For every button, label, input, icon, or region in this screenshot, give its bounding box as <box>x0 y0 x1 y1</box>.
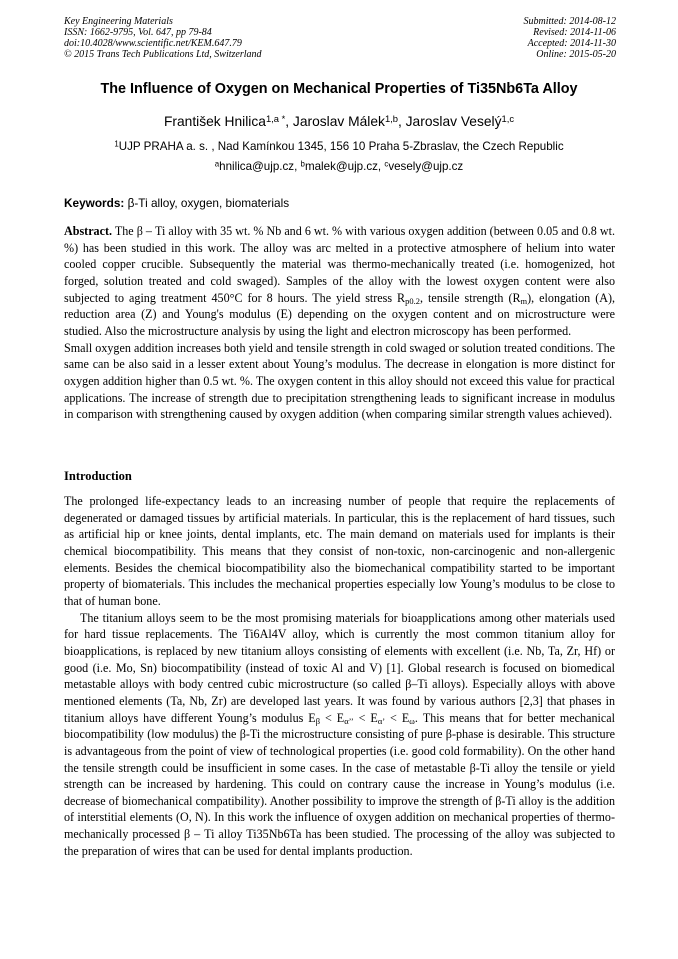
issn-volume-pages: ISSN: 1662-9795, Vol. 647, pp 79-84 <box>64 27 212 38</box>
email-address: hnilica@ujp.cz <box>219 160 295 173</box>
intro-paragraph: The prolonged life-expectancy leads to an increasing number of people that require the replacements of degenerated or damaged tissues by artificial materials. In particular, this is the replacement of hard tissues, such as artificial hip or knee joints, dental implants, etc. The main demand on materials used for implants is their chemical biocompatibility. This means that they consist of non-toxic, non-carcinogenic and non-allergenic elements. Besides the chemical biocompatibility also the biomechanical compatibility started to be important property of biomaterials. This includes the mechanical properties especially low Young’s modulus to be close to that of human bone. <box>64 494 615 608</box>
email-mark: c <box>384 159 389 169</box>
online-date: Online: 2015-05-20 <box>536 49 616 60</box>
subscript: p0.2 <box>405 295 420 306</box>
author-affiliation-mark: 1,c <box>501 113 515 124</box>
revised-date: Revised: 2014-11-06 <box>533 27 616 38</box>
email-mark: b <box>300 159 305 169</box>
subscript: β <box>315 715 321 726</box>
copyright: © 2015 Trans Tech Publications Ltd, Switzerland <box>64 49 262 60</box>
author-name: Jaroslav Málek <box>292 114 385 129</box>
journal-info-header <box>64 16 262 60</box>
author-name: František Hnilica <box>163 114 266 129</box>
author-affiliation-mark: 1,a * <box>265 113 286 124</box>
affiliation-text: UJP PRAHA a. s. , Nad Kamínkou 1345, 156 10 Praha 5-Zbraslav, the Czech Republic <box>118 140 564 153</box>
introduction <box>64 493 615 859</box>
keywords <box>64 196 289 210</box>
abstract <box>64 223 615 423</box>
email-address: malek@ujp.cz <box>304 160 378 173</box>
subscript: ω <box>409 715 415 726</box>
section-heading-introduction: Introduction <box>64 469 132 483</box>
intro-paragraph <box>64 610 615 860</box>
intro-text: < E <box>385 710 410 725</box>
paper-title: The Influence of Oxygen on Mechanical Properties of Ti35Nb6Ta Alloy <box>100 81 578 97</box>
abstract-text: , tensile strength (R <box>419 290 521 305</box>
doi: doi:10.4028/www.scientific.net/KEM.647.79 <box>64 38 242 49</box>
keywords-text: β-Ti alloy, oxygen, biomaterials <box>127 196 290 210</box>
intro-text: < E <box>353 710 378 725</box>
dates-header <box>524 16 617 60</box>
abstract-label: Abstract. <box>64 224 113 238</box>
email-address: vesely@ujp.cz <box>388 160 464 173</box>
abstract-paragraph <box>64 223 615 340</box>
abstract-text: ), elongation (A), reduction area (Z) and Young's modulus (E) depending on the oxygen content and on microstructure were studied. Also the microstructure analysis by using the light and electron microscopy has been performed. <box>64 290 616 338</box>
author-affiliation-mark: 1,b <box>384 113 398 124</box>
subscript: m <box>520 295 528 306</box>
affiliation <box>30 140 648 153</box>
email-mark: a <box>214 159 220 169</box>
submitted-date: Submitted: 2014-08-12 <box>523 16 616 27</box>
abstract-text: The β – Ti alloy with 35 wt. % Nb and 6 wt. % with various oxygen addition (between 0.05 and 0.8 wt. %) has been studied in this work. The alloy was arc melted in a protective atmosphere of helium into water cooled copper crucible. Subsequently the material was thermo-mechanically treated (i.e. homogenized, hot forged, solution treated and cold swaged). Samples of the alloy with the lowest oxygen content were also subjected to aging treatment 450°C for 8 hours. The yield stress R <box>64 224 615 305</box>
keywords-label: Keywords: <box>64 196 125 210</box>
email-list: $^a$hnilica@ujp.cz, $^b$malek@ujp.cz, $^c$vesely@ujp.cz <box>214 159 464 173</box>
subscript: α’’ <box>344 715 354 726</box>
author-list: František Hnilica$^{1,a *}$, Jaroslav Málek$^{1,b}$, Jaroslav Veselý$^{1,c}$ <box>163 113 515 129</box>
journal-name: Key Engineering Materials <box>64 16 173 27</box>
intro-text: . This means that for better mechanical biocompatibility (low modulus) the β-Ti the microstructure consisting of pure β-phase is desirable. This structure is advantageous from the point of view of technological properties (i.e. good cold formability). On the other hand the tensile strength could be insufficient in some cases. In the case of metastable β-Ti alloy the tensile or yield strength can be increased by hardening. This could on contrary cause the increase in Young’s modulus (i.e. decrease of biomechanical compatibility). Another possibility to improve the strength of β-Ti alloy is the addition of interstitial elements (O, N). In this work the influence of oxygen addition on mechanical properties of thermo-mechanically processed β – Ti alloy Ti35Nb6Ta has been studied. The processing of the alloy was subjected to the preparation of wires that can be used for dental implants production. <box>64 710 615 858</box>
affiliation-mark: 1 <box>114 139 119 149</box>
accepted-date: Accepted: 2014-11-30 <box>527 38 616 49</box>
subscript: α’ <box>377 715 386 726</box>
intro-text: The titanium alloys seem to be the most promising materials for bioapplications among other materials used for hard tissue replacements. The Ti6Al4V alloy, which is currently the most common titanium alloy for bioapplications, is replaced by new titanium alloys consisting of elements with excellent (i.e. Nb, Ta, Zr, Hf) or good (i.e. Mo, Sn) biocompatibility (instead of toxic Al and V) [1]. Global research is focused on biomedical metastable alloys with body centred cubic microstructure (so called β–Ti alloys). Especially alloys with above mentioned elements (Ta, Nb, Zr) are developed last years. It was found by various authors [2,3] that phases in titanium alloys have different Young’s modulus E <box>64 610 615 725</box>
author-name: Jaroslav Veselý <box>405 114 502 129</box>
intro-text: < E <box>320 710 345 725</box>
abstract-paragraph: Small oxygen addition increases both yield and tensile strength in cold swaged or solution treated conditions. The same can be also said in a lesser extent about Young’s modulus. The decrease in elongation is more distinct for oxygen addition higher than 0.5 wt. %. The oxygen content in this alloy should not exceed this value for practical applications. The increase of strength due to precipitation strengthening leads to significant increase in modulus in comparison with strengthening caused by oxygen addition (when comparing similar strength values achieved). <box>64 340 615 422</box>
